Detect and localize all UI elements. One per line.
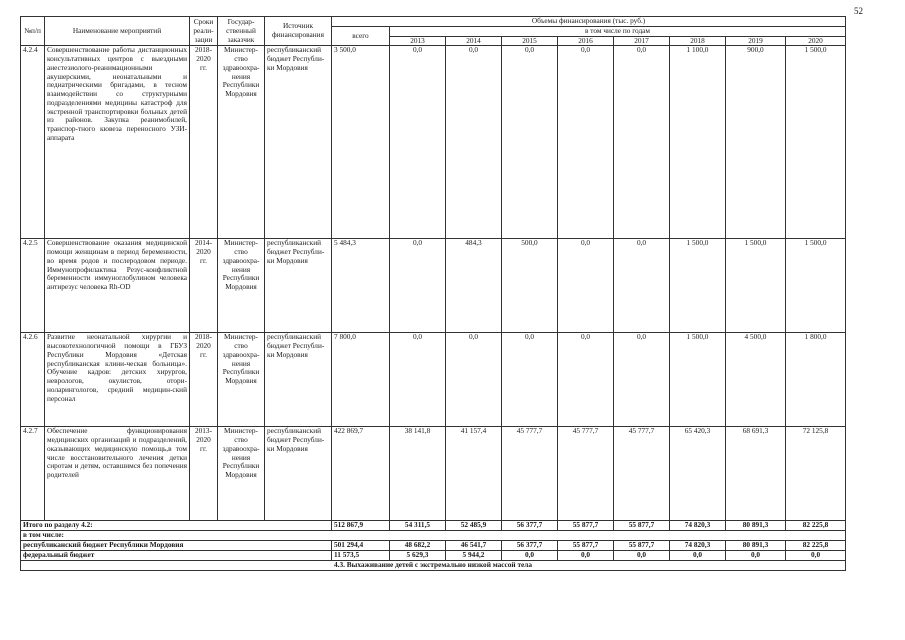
- republic-budget-year-value: 82 225,8: [786, 541, 846, 551]
- row-value: 38 141,8: [390, 427, 446, 521]
- header-year: 2016: [558, 36, 614, 46]
- header-term: Сроки реали-зации: [190, 17, 218, 46]
- row-name: Совершенствование оказания медицинской помощи женщинам в период беременности, во время родов и послеродовом периоде. Иммунопрофилактика Резус-конфликтной беременности иммуноглобулином человека антирезус человека Rh-OD: [45, 239, 190, 333]
- section-row: [21, 561, 846, 571]
- section-title: 4.3. Выхаживание детей с экстремально низкой массой тела: [21, 561, 846, 571]
- total-year-value: 55 877,7: [558, 521, 614, 531]
- header-volumes: Объемы финансирования (тыс. руб.): [332, 17, 846, 27]
- total-value: 512 867,9: [332, 521, 390, 531]
- row-value: 900,0: [726, 46, 786, 239]
- header-year: 2018: [670, 36, 726, 46]
- federal-budget-year-value: 0,0: [726, 551, 786, 561]
- row-value: 45 777,7: [502, 427, 558, 521]
- page-number: 52: [854, 6, 863, 16]
- federal-budget-year-value: 5 944,2: [446, 551, 502, 561]
- row-value: 500,0: [502, 239, 558, 333]
- republic-budget-year-value: 46 541,7: [446, 541, 502, 551]
- row-customer: Министер-ство здравоохра-нения Республики Мордовия: [218, 333, 265, 427]
- header-customer: Государ-ственный заказчик: [218, 17, 265, 46]
- federal-budget-year-value: 0,0: [670, 551, 726, 561]
- row-value: 0,0: [390, 333, 446, 427]
- row-source: республиканский бюджет Республи-ки Мордовия: [265, 46, 332, 239]
- row-value: 0,0: [390, 46, 446, 239]
- row-value: 0,0: [558, 239, 614, 333]
- row-value: 1 500,0: [670, 239, 726, 333]
- row-value: 68 691,3: [726, 427, 786, 521]
- header-total: всего: [332, 26, 390, 46]
- total-year-value: 74 820,3: [670, 521, 726, 531]
- row-value: 0,0: [390, 239, 446, 333]
- row-term: 2013-2020 гг.: [190, 427, 218, 521]
- republic-budget-year-value: 80 891,3: [726, 541, 786, 551]
- row-total: 7 800,0: [332, 333, 390, 427]
- republic-budget-total: 501 294,4: [332, 541, 390, 551]
- row-value: 1 500,0: [670, 333, 726, 427]
- header-source: Источник финансирования: [265, 17, 332, 46]
- header-year: 2013: [390, 36, 446, 46]
- row-value: 0,0: [558, 46, 614, 239]
- row-value: 0,0: [502, 333, 558, 427]
- row-total: 422 869,7: [332, 427, 390, 521]
- republic-budget-year-value: 74 820,3: [670, 541, 726, 551]
- total-year-value: 56 377,7: [502, 521, 558, 531]
- row-num: 4.2.7: [21, 427, 45, 521]
- row-customer: Министер-ство здравоохра-нения Республики Мордовия: [218, 239, 265, 333]
- table-row: [21, 239, 846, 333]
- federal-budget-total: 11 573,5: [332, 551, 390, 561]
- header-name: Наименование мероприятий: [45, 17, 190, 46]
- federal-budget-year-value: 5 629,3: [390, 551, 446, 561]
- total-year-value: 82 225,8: [786, 521, 846, 531]
- row-value: 45 777,7: [614, 427, 670, 521]
- federal-budget-year-value: 0,0: [614, 551, 670, 561]
- row-value: 1 500,0: [786, 239, 846, 333]
- row-total: 5 484,3: [332, 239, 390, 333]
- including-label: в том числе:: [21, 531, 846, 541]
- total-row: [21, 521, 846, 531]
- header-by-years: в том числе по годам: [390, 26, 846, 36]
- row-value: 1 500,0: [786, 46, 846, 239]
- total-label: Итого по разделу 4.2:: [21, 521, 332, 531]
- row-customer: Министер-ство здравоохра-нения Республики Мордовия: [218, 46, 265, 239]
- row-value: 0,0: [502, 46, 558, 239]
- total-year-value: 52 485,9: [446, 521, 502, 531]
- row-term: 2018-2020 гг.: [190, 46, 218, 239]
- federal-budget-row: [21, 551, 846, 561]
- republic-budget-year-value: 56 377,7: [502, 541, 558, 551]
- row-value: 0,0: [614, 239, 670, 333]
- row-source: республиканский бюджет Республи-ки Мордовия: [265, 427, 332, 521]
- republic-budget-year-value: 55 877,7: [558, 541, 614, 551]
- row-value: 0,0: [614, 46, 670, 239]
- row-name: Совершенствование работы дистанционных консультативных центров с выездными анестезиолого-реанимационными акушерскими, неонатальными и педиатрическими бригадами, в тесном взаимодействии со структурными подразделениями медицины катастроф для экстренной транспортировки больных детей из районов. Закупка реанимобилей, транспор-тного кювеза переносного УЗИ-аппарата: [45, 46, 190, 239]
- row-customer: Министер-ство здравоохра-нения Республики Мордовия: [218, 427, 265, 521]
- row-value: 0,0: [614, 333, 670, 427]
- header-year: 2019: [726, 36, 786, 46]
- row-name: Развитие неонатальной хирургии и высокотехнологичной помощи в ГБУЗ Республики Мордовия «Детская республиканская клини-ческая больница». Обучение кадров: детских хирургов, неврологов, окулистов, отори-ноларингологов, средний медицин-ский персонал: [45, 333, 190, 427]
- row-value: 1 500,0: [726, 239, 786, 333]
- total-year-value: 80 891,3: [726, 521, 786, 531]
- total-year-value: 54 311,5: [390, 521, 446, 531]
- row-value: 0,0: [558, 333, 614, 427]
- header-year: 2020: [786, 36, 846, 46]
- row-value: 72 125,8: [786, 427, 846, 521]
- row-num: 4.2.4: [21, 46, 45, 239]
- row-value: 45 777,7: [558, 427, 614, 521]
- republic-budget-row: [21, 541, 846, 551]
- row-value: 4 500,0: [726, 333, 786, 427]
- including-row: [21, 531, 846, 541]
- federal-budget-label: федеральный бюджет: [21, 551, 332, 561]
- row-term: 2014-2020 гг.: [190, 239, 218, 333]
- row-value: 65 420,3: [670, 427, 726, 521]
- republic-budget-label: республиканский бюджет Республики Мордовия: [21, 541, 332, 551]
- table-row: [21, 46, 846, 239]
- row-source: республиканский бюджет Республи-ки Мордовия: [265, 239, 332, 333]
- table-row: [21, 427, 846, 521]
- federal-budget-year-value: 0,0: [786, 551, 846, 561]
- republic-budget-year-value: 55 877,7: [614, 541, 670, 551]
- header-year: 2014: [446, 36, 502, 46]
- federal-budget-year-value: 0,0: [558, 551, 614, 561]
- table-row: [21, 333, 846, 427]
- row-num: 4.2.6: [21, 333, 45, 427]
- row-value: 0,0: [446, 46, 502, 239]
- row-value: 0,0: [446, 333, 502, 427]
- header-year: 2015: [502, 36, 558, 46]
- total-year-value: 55 877,7: [614, 521, 670, 531]
- row-term: 2018-2020 гг.: [190, 333, 218, 427]
- header-num: №п/п: [21, 17, 45, 46]
- row-value: 41 157,4: [446, 427, 502, 521]
- row-total: 3 500,0: [332, 46, 390, 239]
- republic-budget-year-value: 48 682,2: [390, 541, 446, 551]
- row-num: 4.2.5: [21, 239, 45, 333]
- row-name: Обеспечение функционирования медицинских организаций и подразделений, оказывающих медицинскую помощь,в том числе восстановительного лечения детки сиротам и детям, оставшимся без попечения родителей: [45, 427, 190, 521]
- row-value: 484,3: [446, 239, 502, 333]
- row-source: республиканский бюджет Республи-ки Мордовия: [265, 333, 332, 427]
- federal-budget-year-value: 0,0: [502, 551, 558, 561]
- row-value: 1 100,0: [670, 46, 726, 239]
- financing-table: [20, 16, 846, 571]
- row-value: 1 800,0: [786, 333, 846, 427]
- header-year: 2017: [614, 36, 670, 46]
